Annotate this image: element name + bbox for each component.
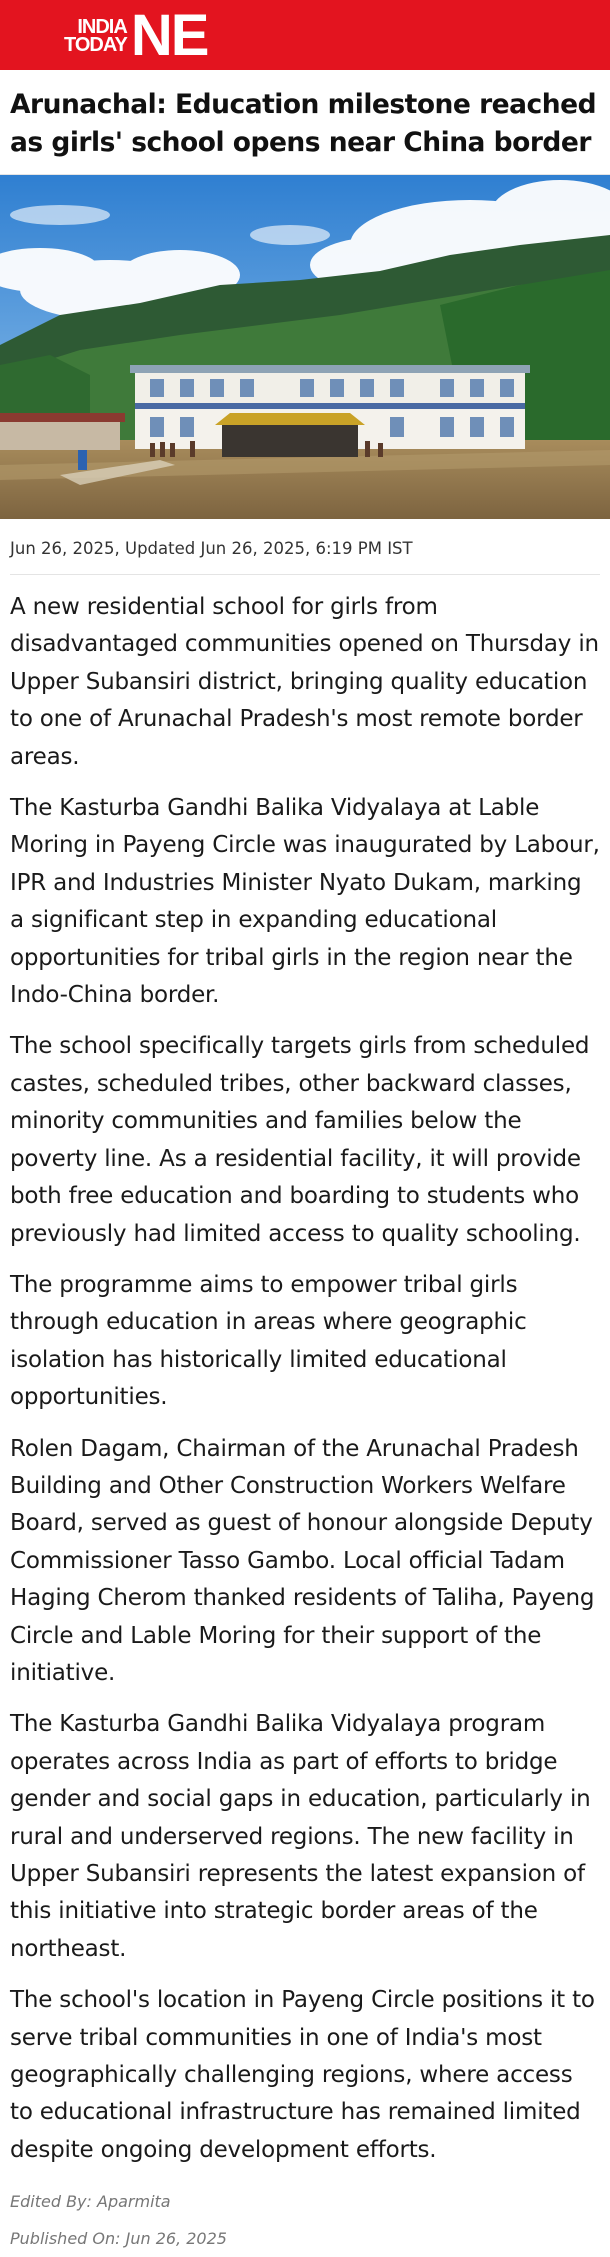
article-paragraph: The school's location in Payeng Circle positions it to serve tribal communities in one of India's most geographically challenging regions, where access to educational infrastructure has remained limited despite ongoing development efforts. — [10, 1987, 595, 2163]
logo-line-today: TODAY — [64, 34, 127, 56]
edited-by: Edited By: Aparmita — [10, 2192, 171, 2212]
article-paragraph: The programme aims to empower tribal girls through education in areas where geographic isolation has historically limited educational opportunities. — [10, 1271, 527, 1411]
logo-line-india: INDIA — [77, 16, 127, 38]
article-paragraph: The school specifically targets girls from scheduled castes, scheduled tribes, other backward classes, minority communities and families below the poverty line. As a residential facility, it will provide both free education and boarding to students who previously had limited access to quality schooling. — [10, 1033, 590, 1247]
article-paragraph: A new residential school for girls from disadvantaged communities opened on Thursday in Upper Subansiri district, bringing quality education to one of Arunachal Pradesh's most remote border areas. — [10, 594, 599, 770]
site-header — [0, 0, 610, 70]
hero-image — [0, 175, 610, 519]
article-paragraph: The Kasturba Gandhi Balika Vidyalaya at Lable Moring in Payeng Circle was inaugurated by Labour, IPR and Industries Minister Nyato Dukam, marking a significant step in expanding educational opportunities for tribal girls in the region near the Indo-China border. — [10, 795, 600, 1009]
article-body — [0, 575, 610, 2169]
article-paragraph: Rolen Dagam, Chairman of the Arunachal Pradesh Building and Other Construction Workers Welfare Board, served as guest of honour alongside Deputy Commissioner Tasso Gambo. Local official Tadam Haging Cherom thanked residents of Taliha, Payeng Circle and Lable Moring for their support of the initiative. — [10, 1435, 595, 1686]
logo-wordmark — [64, 18, 127, 54]
article-dateline: Jun 26, 2025, Updated Jun 26, 2025, 6:19 PM IST — [10, 519, 600, 575]
published-on: Published On: Jun 26, 2025 — [10, 2229, 227, 2249]
logo-ne: NE — [130, 3, 208, 68]
article-title: Arunachal: Education milestone reached as girls' school opens near China border — [10, 89, 597, 158]
india-today-ne-logo[interactable] — [64, 3, 208, 68]
article-meta — [0, 2183, 610, 2257]
headline-section — [0, 70, 610, 175]
article-paragraph: The Kasturba Gandhi Balika Vidyalaya program operates across India as part of efforts to bridge gender and social gaps in education, particularly in rural and underserved regions. The new facility in Upper Subansiri represents the latest expansion of this initiative into strategic border areas of the northeast. — [10, 1711, 591, 1962]
